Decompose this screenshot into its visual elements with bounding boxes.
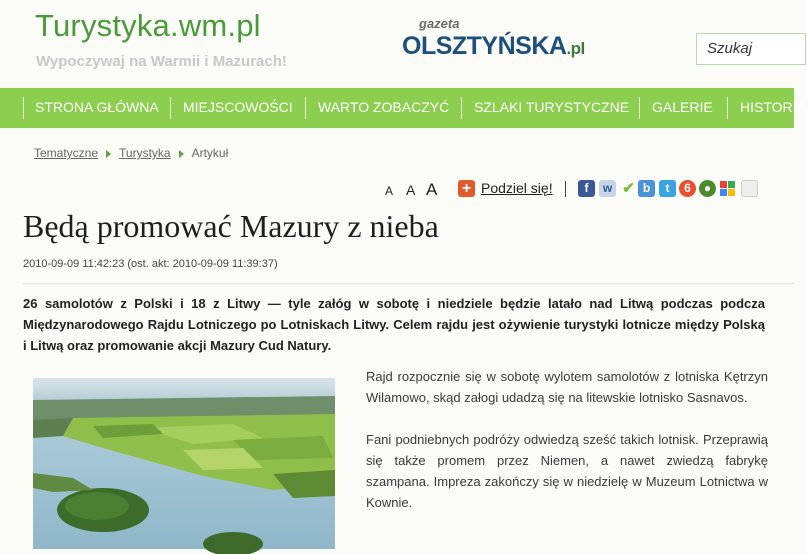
nav-separator (727, 97, 728, 119)
nav-item-trails[interactable]: SZLAKI TURYSTYCZNE (474, 99, 630, 115)
font-size-large-button[interactable]: A (426, 180, 438, 199)
breadcrumb-link-thematic[interactable]: Tematyczne (34, 146, 99, 160)
twitter-icon[interactable]: t (659, 180, 676, 197)
font-size-small-button[interactable]: A (385, 184, 394, 198)
nav-item-home[interactable]: STRONA GŁÓWNA (35, 99, 159, 115)
wykop-icon[interactable]: w (599, 180, 616, 197)
article-date (23, 258, 278, 270)
article-photo[interactable] (33, 378, 335, 549)
blip-icon[interactable]: b (638, 180, 655, 197)
flaker-icon[interactable]: ✔ (622, 180, 635, 197)
article-body (366, 366, 768, 534)
nav-separator (23, 97, 24, 119)
breadcrumb-arrow-icon (179, 150, 184, 158)
nav-separator (639, 97, 640, 119)
publish-date: 2010-09-09 11:42:23 (23, 258, 125, 270)
share-plus-icon[interactable]: + (458, 180, 475, 197)
nav-item-places[interactable]: MIEJSCOWOŚCI (183, 99, 293, 115)
toolbar-divider (565, 181, 566, 197)
breadcrumb-current: Artykuł (191, 146, 229, 160)
site-tagline: Wypoczywaj na Warmii i Mazurach! (36, 53, 287, 70)
google-icon[interactable] (719, 180, 737, 197)
nav-separator (461, 97, 462, 119)
nk-icon[interactable]: ● (699, 180, 716, 197)
partner-logo-small: gazeta (419, 16, 460, 31)
update-date: (ost. akt: 2010-09-09 11:39:37) (127, 258, 278, 270)
main-navbar (0, 88, 806, 128)
breadcrumb-link-tourism[interactable]: Turystyka (119, 146, 171, 160)
share-link[interactable]: Podziel się! (481, 180, 553, 196)
partner-logo-text: OLSZTYŃSKA (402, 32, 567, 60)
article-paragraph: Rajd rozpocznie się w sobotę wylotem samolotów z lotniska Kętrzyn Wilamowo, skąd załogi udadzą się na litewskie lotnisko Sasnavos. (366, 369, 768, 405)
site-title[interactable]: Turystyka.wm.pl (35, 8, 261, 43)
breadcrumb (34, 146, 228, 160)
article-lead: 26 samolotów z Polski i 18 z Litwy — tyle załóg w sobotę i niedziele będzie latało nad Litwą podczas podcza Międzynarodowego Rajdu Lotniczego po Lotniskach Litwy. Celem rajdu jest ożywienie turystyki lotnicze między Polską i Litwą oraz promowanie akcji Mazury Cud Natury. (23, 296, 765, 353)
font-size-medium-button[interactable]: A (406, 182, 416, 198)
partner-logo-suffix: .pl (566, 39, 585, 58)
nav-item-sights[interactable]: WARTO ZOBACZYĆ (318, 99, 450, 115)
partner-logo-name (402, 32, 585, 61)
mail-icon[interactable] (741, 180, 758, 197)
article-title: Będą promować Mazury z nieba (23, 208, 439, 244)
article-toolbar (385, 180, 794, 200)
nav-separator (170, 97, 171, 119)
search-box[interactable] (696, 33, 806, 65)
divider (23, 283, 794, 284)
breadcrumb-arrow-icon (106, 150, 111, 158)
lake-aerial-image (33, 378, 335, 549)
nav-item-history[interactable]: HISTORIA (740, 99, 806, 115)
search-input[interactable] (697, 34, 807, 63)
nav-separator (305, 97, 306, 119)
article-paragraph: Fani podniebnych podróży odwiedzą sześć takich lotnisk. Przeprawią się także promem przez Niemen, a nawet zwiedzą fabrykę szampana. Impreza zakończy się w niedzielę w Muzeum Lotnictwa w Kownie. (366, 432, 768, 510)
nav-item-galleries[interactable]: GALERIE (652, 99, 713, 115)
gadu-icon[interactable]: 6 (679, 180, 696, 197)
facebook-icon[interactable]: f (578, 180, 595, 197)
